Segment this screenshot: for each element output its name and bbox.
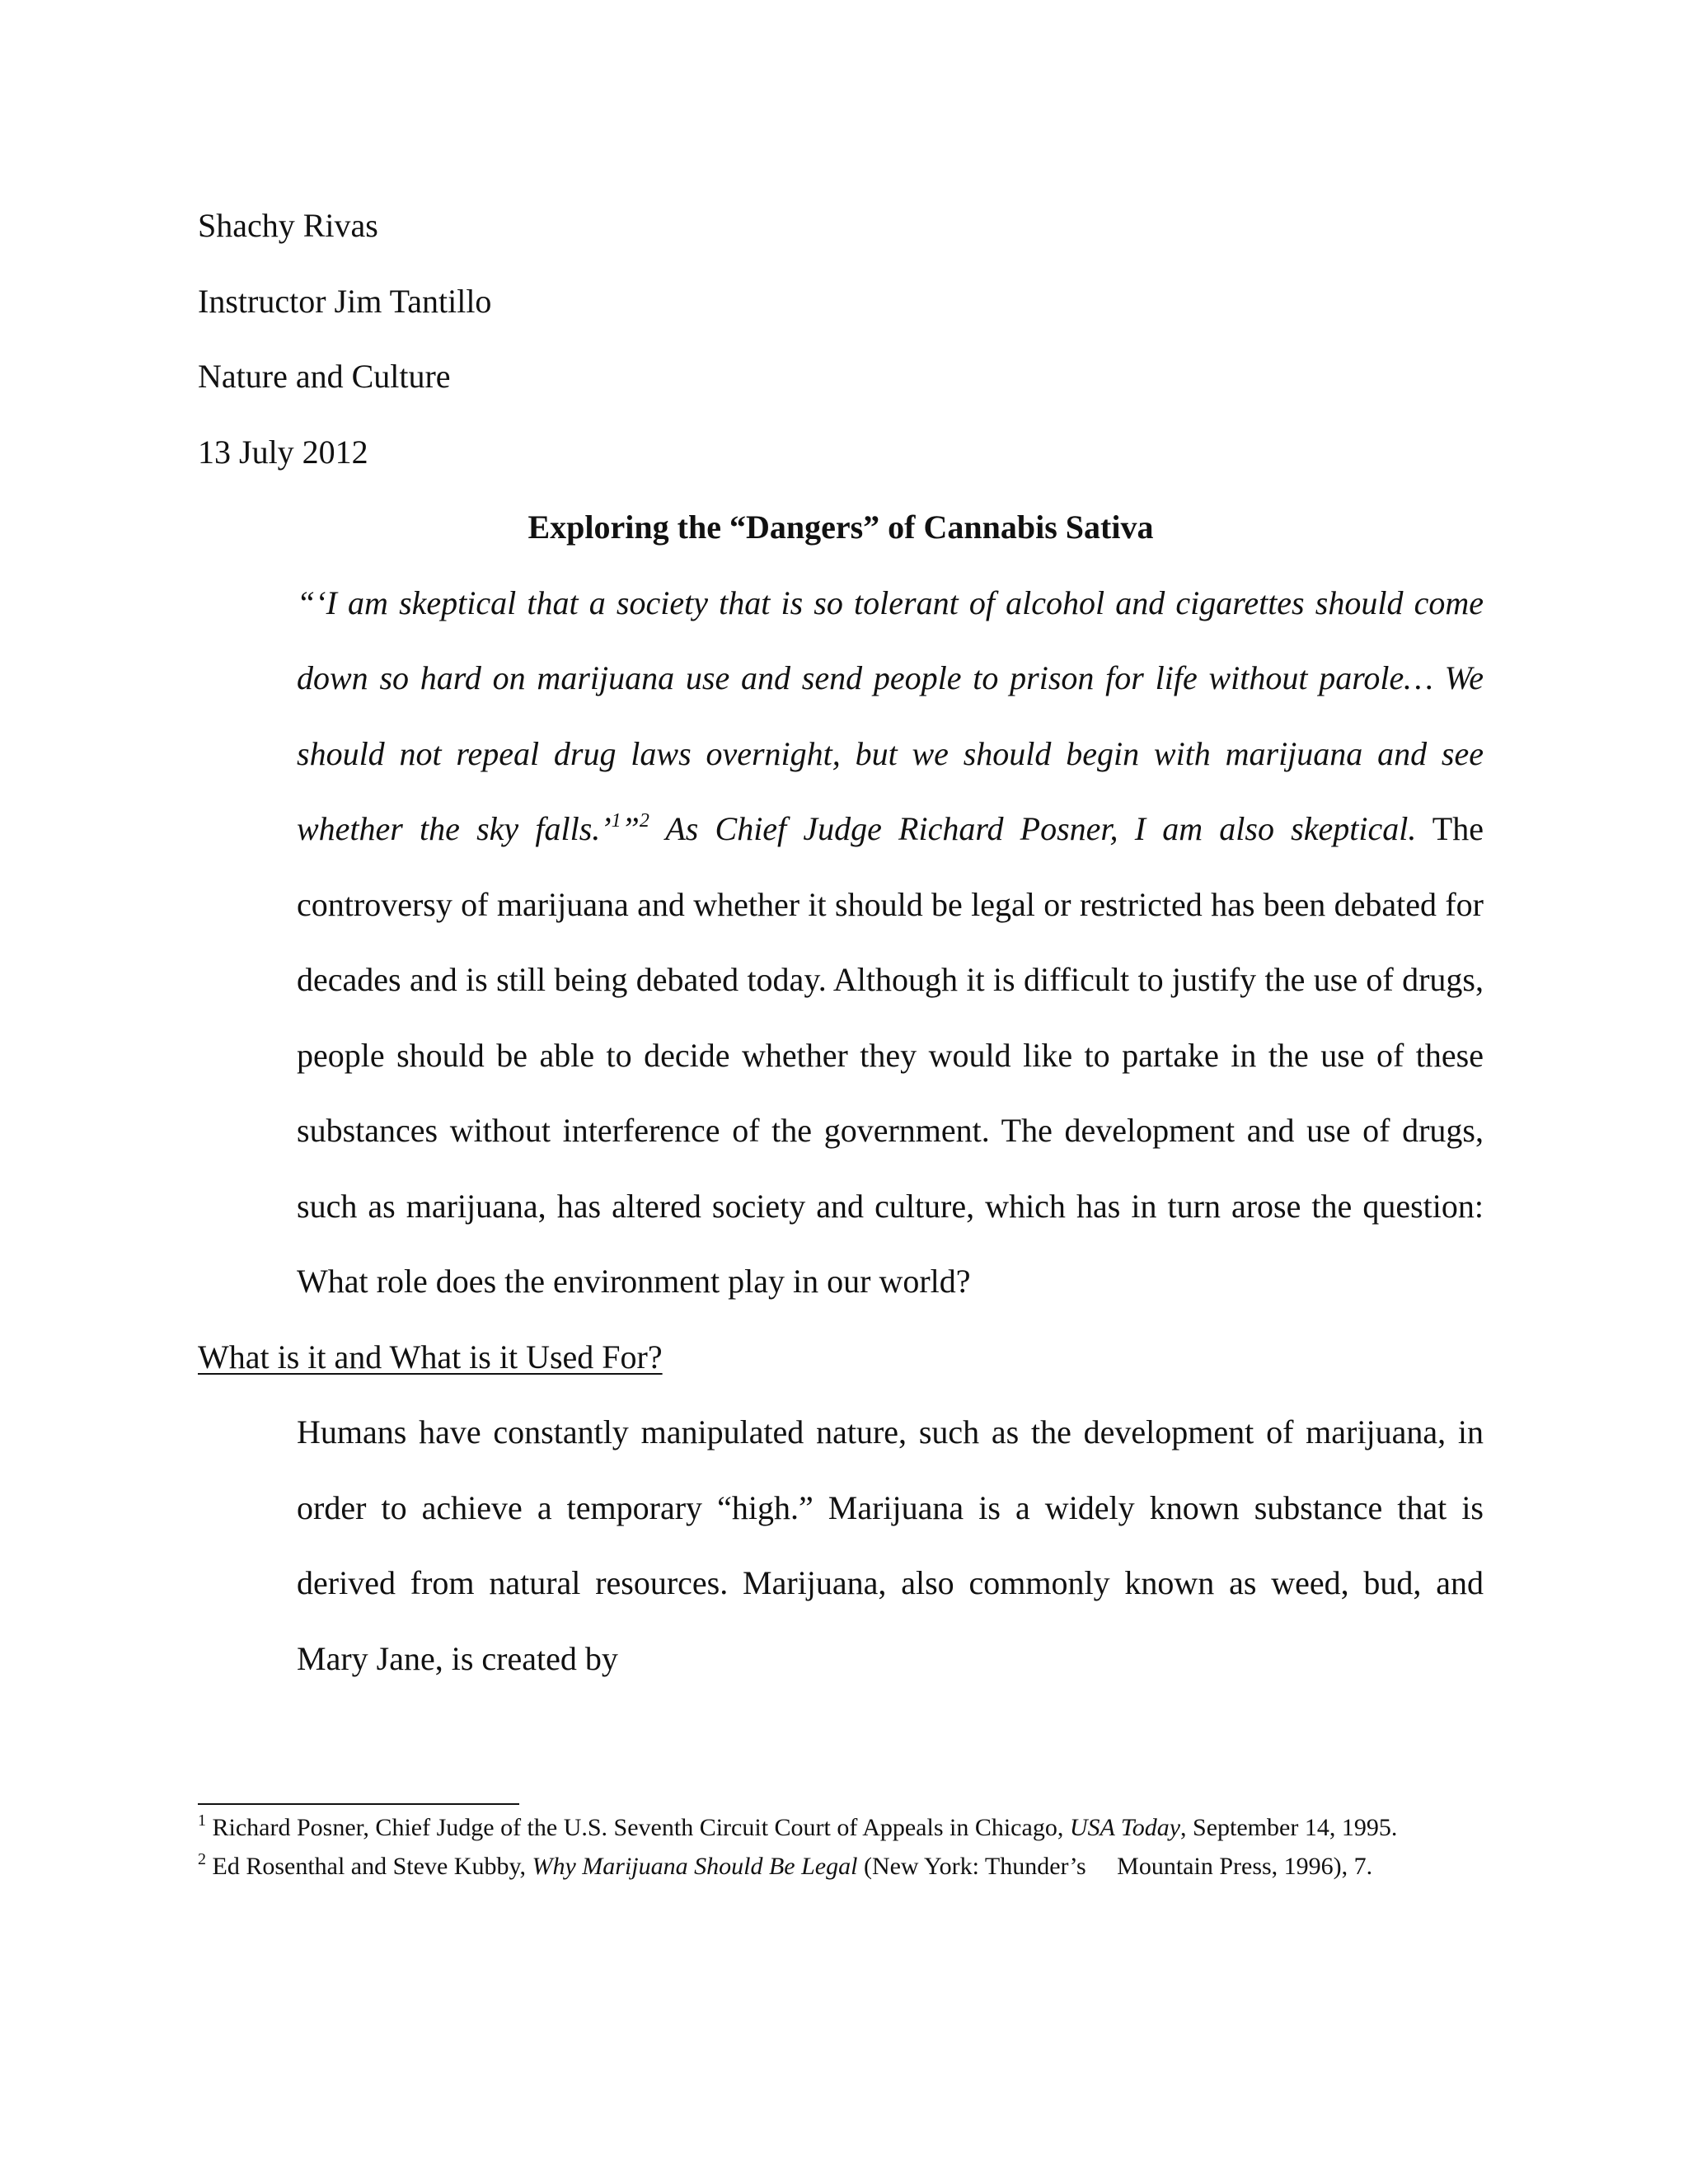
course-name: Nature and Culture bbox=[198, 358, 451, 395]
document-date: 13 July 2012 bbox=[198, 433, 368, 471]
footnote-separator bbox=[198, 1803, 519, 1805]
quote-close-single: ’ bbox=[600, 810, 612, 847]
footnote-ref-1: 1 bbox=[611, 810, 621, 832]
footnotes bbox=[198, 1811, 1484, 1889]
footnote-text-end: , September 14, 1995. bbox=[1180, 1814, 1398, 1841]
footnote-source-title: Why Marijuana Should Be Legal bbox=[532, 1853, 858, 1880]
intro-paragraph bbox=[198, 565, 1484, 1319]
footnote-ref-2: 2 bbox=[639, 810, 649, 832]
document-title: Exploring the “Dangers” of Cannabis Sativa bbox=[528, 509, 1154, 546]
footnote-source-title: USA Today bbox=[1069, 1814, 1181, 1841]
footnote-2 bbox=[198, 1850, 1484, 1883]
quote-close-double: ” bbox=[621, 810, 640, 847]
italic-comment: As Chief Judge Richard Posner, I am also skeptical. bbox=[649, 810, 1417, 847]
document-body bbox=[198, 188, 1484, 1696]
footnote-number: 1 bbox=[198, 1811, 206, 1830]
footnote-text: Richard Posner, Chief Judge of the U.S. Seventh Circuit Court of Appeals in Chicago, bbox=[206, 1814, 1070, 1841]
opening-quote bbox=[297, 584, 1484, 848]
section-heading-text: What is it and What is it Used For? bbox=[198, 1338, 663, 1376]
author-name: Shachy Rivas bbox=[198, 207, 378, 244]
footnote-text: Ed Rosenthal and Steve Kubby, bbox=[206, 1853, 532, 1880]
quote-text: “‘I am skeptical that a society that is so tolerant of alcohol and cigarettes should come down so hard on marijuana use and send people to prison for life without parole… We should not repeal drug laws overnight, but we should begin with marijuana and see whether the sky falls. bbox=[297, 583, 1484, 847]
intro-body-text: The controversy of marijuana and whether it should be legal or restricted has been debated for decades and is still being debated today. Although it is difficult to justify the use of drugs, people should be able to decide whether they would like to partake in the use of these substances without interference of the government. The development and use of drugs, such as marijuana, has altered society and culture, which has in turn arose the question: What role does the environment play in our world? bbox=[297, 810, 1484, 1300]
section-heading bbox=[198, 1319, 1484, 1395]
footnote-1 bbox=[198, 1811, 1484, 1844]
instructor-name: Instructor Jim Tantillo bbox=[198, 282, 492, 320]
section-paragraph: Humans have constantly manipulated nature, such as the development of marijuana, in order to achieve a temporary “high.” Marijuana is a widely known substance that is derived from natural resources. Marijuana, also commonly known as weed, bud, and Mary Jane, is created by bbox=[297, 1413, 1484, 1677]
footnote-number: 2 bbox=[198, 1850, 206, 1868]
footnote-text-end: (New York: Thunder’s Mountain Press, 1996), 7. bbox=[857, 1853, 1373, 1880]
